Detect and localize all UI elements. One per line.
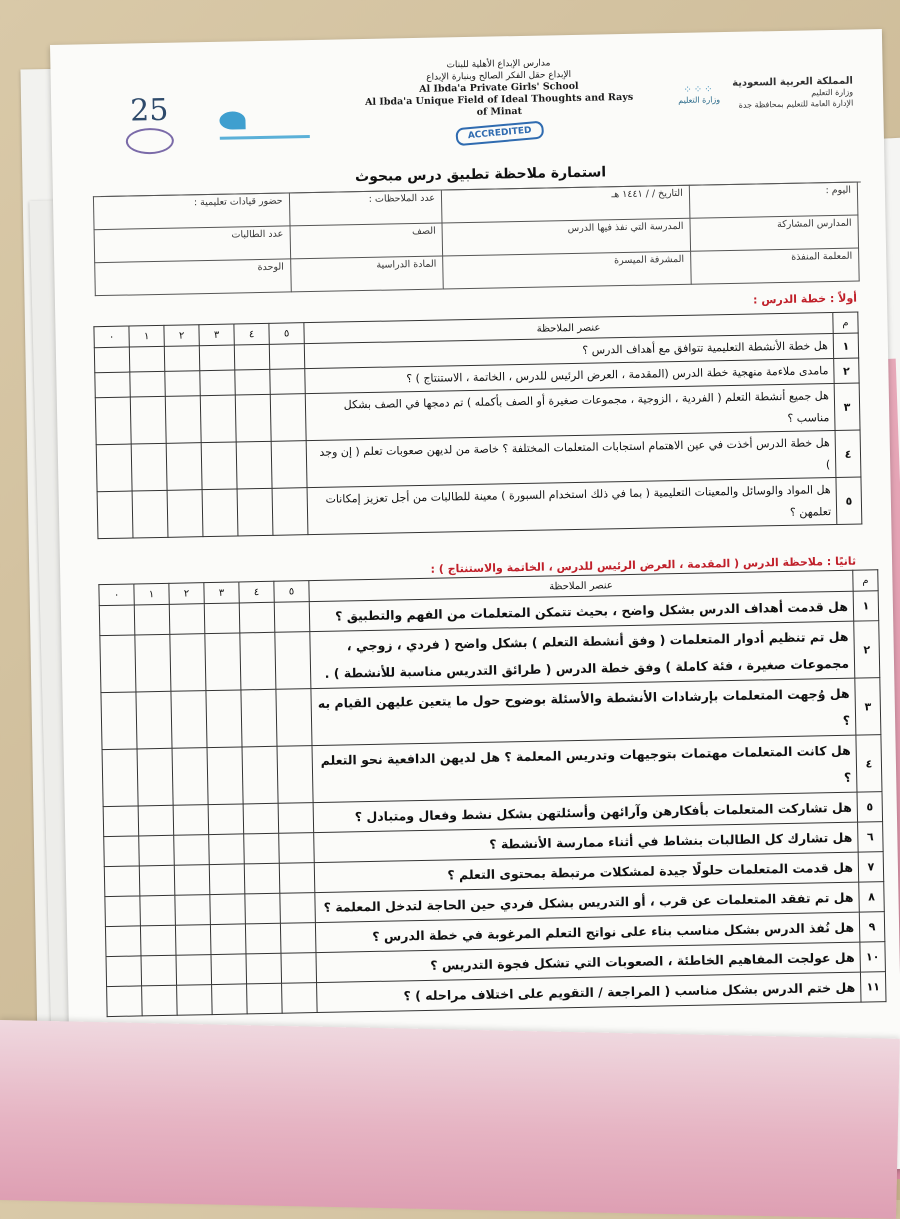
score-cell[interactable] — [202, 489, 238, 537]
score-cell[interactable] — [137, 748, 173, 806]
score-cell[interactable] — [200, 395, 236, 443]
table-row: ٢ مامدى ملاءمة منهجية خطة الدرس (المقدمة ، العرض الرئيس للدرس ، الخاتمة ، الاستنتاج ) ؟ — [95, 358, 859, 398]
score-cell[interactable] — [278, 803, 314, 834]
score-cell[interactable] — [176, 955, 212, 986]
table-row: ١١ هل ختم الدرس بشكل مناسب ( المراجعة / التقويم على اختلاف مراحله ) ؟ — [107, 972, 886, 1017]
score-cell[interactable] — [130, 396, 166, 444]
school-name-ar: مدارس الإبداع الأهلية للبنات — [446, 58, 551, 71]
kingdom-header: المملكة العربية السعودية وزارة التعليم الإدارة العامة للتعليم بمحافظة جدة — [732, 75, 854, 110]
score-cell[interactable] — [96, 444, 132, 492]
score-cell[interactable] — [99, 605, 135, 636]
score-cell[interactable] — [234, 344, 269, 370]
score-cell[interactable] — [167, 490, 203, 538]
pink-folder-front — [0, 1020, 900, 1219]
score-cell[interactable] — [276, 689, 312, 747]
score-cell[interactable] — [174, 865, 210, 896]
score-cell[interactable] — [207, 747, 243, 805]
score-cell[interactable] — [172, 748, 208, 806]
score-cell[interactable] — [240, 632, 276, 690]
table-row: ٥ هل تشاركت المتعلمات بأفكارهن وآرائهن وأسئلتهن بشكل نشط وفعال ومتبادل ؟ — [103, 792, 882, 837]
score-cell[interactable] — [242, 746, 278, 804]
score-cell[interactable] — [199, 345, 234, 371]
table-row: ٤ هل كانت المتعلمات مهتمات بتوجيهات وتدريس المعلمة ؟ هل لديهن الدافعية نحو التعلم ؟ — [102, 735, 882, 807]
score-cell[interactable] — [244, 833, 280, 864]
table-row: ١ هل قدمت أهداف الدرس بشكل واضح ، بحيث تتمكن المتعلمات من الفهم والتطبيق ؟ — [99, 591, 878, 636]
ministry-logo: ⁘⁘⁘ وزارة التعليم — [659, 84, 739, 106]
table-row: ١٠ هل عولجت المفاهيم الخاطئة ، الصعوبات التي تشكل فجوة التدريس ؟ — [106, 942, 885, 987]
score-cell[interactable] — [205, 633, 241, 691]
lesson-plan-table: م عنصر الملاحظة ٥ ٤ ٣ ٢ ١ ٠ ١ هل خطة الأنشطة التعليمية تتوافق مع أهداف الدرس ؟ ٢ مامدى ملاءمة منهجية خطة الدرس (المقدمة ، العرض الرئيس للدرس ، الخاتمة ، الاستنتاج ) ؟ ٣ هل جميع أنشطة التعلم ( الفردية ، الزوجية ، مجموعات صغيرة أو الصف بأكمله ) تم دمجها في الصف بشكل مناسب ؟ ٤ هل خطة الدرس أخذت في عين الاهتمام استجابات المتعلمات المختلفة ؟ خاصة من لديهن صعوبات تعلم ( إن وجد ) ٥ هل المواد والوسائل والمعينات التعليمية ( بما في ذلك استخدام السبورة ) معينة للطالبات من أجل تعزيز إمكانات تعلمهن ؟ — [93, 312, 862, 540]
partner-logo — [219, 110, 330, 152]
school-name-en: Al Ibda'a Private Girls' School — [419, 80, 579, 95]
participating-schools-field[interactable]: المدارس المشاركة — [690, 215, 859, 251]
score-cell[interactable] — [237, 488, 273, 536]
score-cell[interactable] — [173, 805, 209, 836]
score-cell[interactable] — [245, 923, 281, 954]
table-row: ٦ هل تشارك كل الطالبات بنشاط في أثناء ممارسة الأنشطة ؟ — [104, 822, 883, 867]
score-cell[interactable] — [170, 634, 206, 692]
score-cell[interactable] — [134, 604, 170, 635]
table-row: ٧ هل قدمت المتعلمات حلولًا جيدة لمشكلات مرتبطة بمحتوى التعلم ؟ — [104, 852, 883, 897]
score-cell[interactable] — [236, 441, 272, 489]
score-cell[interactable] — [95, 397, 131, 445]
anniversary-number: 25 — [129, 92, 169, 129]
score-cell[interactable] — [174, 835, 210, 866]
score-cell[interactable] — [131, 443, 167, 491]
score-cell[interactable] — [246, 953, 282, 984]
score-cell[interactable] — [140, 925, 176, 956]
score-cell[interactable] — [200, 370, 235, 396]
score-cell[interactable] — [94, 347, 129, 373]
score-cell[interactable] — [206, 690, 242, 748]
score-cell[interactable] — [102, 749, 138, 807]
score-cell[interactable] — [103, 806, 139, 837]
score-cell[interactable] — [277, 746, 313, 804]
accredited-stamp: ACCREDITED — [455, 121, 544, 147]
table-row: ٨ هل تم تفقد المتعلمات عن قرب ، أو التدريس بشكل فردي حين الحاجة لتدخل المعلمة ؟ — [105, 882, 884, 927]
anniversary-logo — [119, 93, 180, 164]
score-cell[interactable] — [139, 835, 175, 866]
score-cell[interactable] — [141, 955, 177, 986]
score-cell[interactable] — [177, 985, 213, 1016]
table-row: ٢ هل تم تنظيم أدوار المتعلمات ( وفق أنشطة التعلم ) بشكل واضح ( فردي ، زوجي ، مجموعات صغيرة ، فئة كاملة ) وفق خطة الدرس ( طرائق التدريس مناسبة للأنشطة ) . — [100, 621, 880, 693]
score-cell[interactable] — [272, 488, 308, 536]
score-cell[interactable] — [210, 924, 246, 955]
ministry-mark-icon: ⁘⁘⁘ — [683, 84, 715, 96]
score-cell[interactable] — [269, 344, 304, 370]
score-cell[interactable] — [212, 984, 248, 1015]
lesson-observation-table: م عنصر الملاحظة ٥ ٤ ٣ ٢ ١ ٠ ١ هل قدمت أهداف الدرس بشكل واضح ، بحيث تتمكن المتعلمات من الفهم والتطبيق ؟ ٢ هل تم تنظيم أدوار المتعلمات ( وفق أنشطة التعلم ) بشكل واضح ( فردي ، زوجي ، مجموعات صغيرة ، فئة كاملة ) وفق خطة الدرس ( طرائق التدريس مناسبة للأنشطة ) . ٣ هل وُجهت المتعلمات بإرشادات الأنشطة والأسئلة بوضوح حول ما يتعين عليهن القيام به ؟ ٤ هل كانت المتعلمات مهتمات بتوجيهات وتدريس المعلمة ؟ هل لديهن الدافعية نحو التعلم ؟ ٥ هل تشاركت المتعلمات بأفكارهن وآرائهن وأسئلتهن بشكل نشط وفعال ومتبادل ؟ ٦ هل تشارك كل الطالبات بنشاط في أثناء ممارسة الأنشطة ؟ ٧ هل قدمت المتعلمات حلولًا جيدة لمشكلات مرتبطة بمحتوى التعلم ؟ ٨ هل تم تفقد المتعلمات عن قرب ، أو التدريس بشكل فردي حين الحاجة لتدخل المعلمة ؟ ٩ هل نُفذ الدرس بشكل مناسب بناء على نواتج التعلم المرغوبة في خطة الدرس ؟ ١٠ هل عولجت المفاهيم الخاطئة ، الصعوبات التي تشكل فجوة التدريس ؟ ١١ هل ختم الدرس بشكل مناسب ( المراجعة / التقويم على اختلاف مراحله ) ؟ — [98, 569, 886, 1017]
score-cell[interactable] — [95, 372, 130, 398]
score-cell[interactable] — [208, 804, 244, 835]
score-cell[interactable] — [97, 491, 133, 539]
score-cell[interactable] — [239, 602, 275, 633]
score-cell[interactable] — [107, 986, 143, 1017]
leaders-attendance-field[interactable]: حضور قيادات تعليمية : — [93, 193, 289, 230]
score-cell[interactable] — [175, 925, 211, 956]
score-cell[interactable] — [166, 443, 202, 491]
form-title: استمارة ملاحظة تطبيق درس مبحوث — [354, 164, 607, 186]
date-field[interactable]: التاريخ / / ١٤٤١ هـ — [441, 185, 689, 223]
score-cell[interactable] — [271, 441, 307, 489]
score-cell[interactable] — [105, 926, 141, 957]
observations-count-field[interactable]: عدد الملاحظات : — [289, 190, 442, 226]
score-cell[interactable] — [235, 369, 270, 395]
score-cell[interactable] — [243, 803, 279, 834]
table-row: ٩ هل نُفذ الدرس بشكل مناسب بناء على نواتج التعلم المرغوبة في خطة الدرس ؟ — [105, 912, 884, 957]
table-row: ٣ هل وُجهت المتعلمات بإرشادات الأنشطة والأسئلة بوضوح حول ما يتعين عليهن القيام به ؟ — [101, 678, 881, 750]
score-cell[interactable] — [280, 923, 316, 954]
score-cell[interactable] — [275, 632, 311, 690]
score-cell[interactable] — [210, 894, 246, 925]
score-cell[interactable] — [244, 863, 280, 894]
students-count-field[interactable]: عدد الطالبات — [94, 226, 290, 263]
score-cell[interactable] — [136, 691, 172, 749]
table-row: ٤ هل خطة الدرس أخذت في عين الاهتمام استجابات المتعلمات المختلفة ؟ خاصة من لديهن صعوبات تعلم ( إن وجد ) — [96, 430, 861, 492]
score-cell[interactable] — [100, 635, 136, 693]
score-cell[interactable] — [104, 866, 140, 897]
score-cell[interactable] — [282, 983, 318, 1014]
form-header — [98, 51, 860, 197]
table-row: ١ هل خطة الأنشطة التعليمية تتوافق مع أهداف الدرس ؟ — [94, 333, 858, 373]
score-cell[interactable] — [142, 985, 178, 1016]
score-cell[interactable] — [165, 396, 201, 444]
score-cell[interactable] — [165, 371, 200, 397]
score-cell[interactable] — [140, 895, 176, 926]
section1-title: أولاً : خطة الدرس : — [752, 291, 858, 307]
score-cell[interactable] — [175, 895, 211, 926]
score-cell[interactable] — [135, 634, 171, 692]
score-cell[interactable] — [204, 603, 240, 634]
score-cell[interactable] — [171, 691, 207, 749]
table-row: ٥ هل المواد والوسائل والمعينات التعليمية ( بما في ذلك استخدام السبورة ) معينة للطالبات من أجل تعزيز إمكانات تعلمهن ؟ — [97, 477, 862, 539]
score-cell[interactable] — [132, 490, 168, 538]
teacher-field[interactable]: المعلمة المنفذة — [690, 248, 859, 284]
supervisor-field[interactable]: المشرفة الميسرة — [443, 251, 691, 289]
score-cell[interactable] — [279, 863, 315, 894]
score-cell[interactable] — [270, 369, 305, 395]
grade-field[interactable]: الصف — [290, 223, 443, 259]
school-motto-ar: الإبداع حقل الفكر الصالح وبنبارة الإبداع — [426, 70, 572, 83]
score-cell[interactable] — [101, 692, 137, 750]
score-cell[interactable] — [139, 865, 175, 896]
unit-field[interactable]: الوحدة — [95, 259, 291, 296]
score-cell[interactable] — [274, 602, 310, 633]
score-cell[interactable] — [280, 893, 316, 924]
observation-form-sheet — [50, 29, 900, 1185]
emblem-icon — [126, 128, 174, 155]
score-cell[interactable] — [245, 893, 281, 924]
table-row: ٣ هل جميع أنشطة التعلم ( الفردية ، الزوجية ، مجموعات صغيرة أو الصف بأكمله ) تم دمجها في الصف بشكل مناسب ؟ — [95, 383, 860, 445]
school-name-block — [358, 56, 640, 145]
score-cell[interactable] — [279, 833, 315, 864]
section2-title: ثانيًا : ملاحظة الدرس ( المقدمة ، العرض الرئيس للدرس ، الخاتمة والاستنتاج ) : — [430, 554, 857, 576]
day-field[interactable]: اليوم : — [689, 182, 858, 218]
score-cell[interactable] — [169, 604, 205, 635]
score-cell[interactable] — [281, 953, 317, 984]
score-cell[interactable] — [104, 836, 140, 867]
score-cell[interactable] — [209, 834, 245, 865]
score-cell[interactable] — [130, 371, 165, 397]
info-table — [93, 182, 860, 297]
score-cell[interactable] — [164, 346, 199, 372]
score-cell[interactable] — [241, 689, 277, 747]
score-cell[interactable] — [270, 394, 306, 442]
score-cell[interactable] — [129, 346, 164, 372]
subject-field[interactable]: المادة الدراسية — [290, 256, 443, 292]
score-cell[interactable] — [211, 954, 247, 985]
leaf-icon — [219, 111, 245, 129]
score-cell[interactable] — [105, 896, 141, 927]
score-cell[interactable] — [235, 394, 271, 442]
host-school-field[interactable]: المدرسة التي نفذ فيها الدرس — [442, 218, 690, 256]
score-cell[interactable] — [209, 864, 245, 895]
school-motto-en: Al Ibda'a Unique Field of Ideal Thoughts and Rays of Minat — [364, 91, 634, 118]
score-cell[interactable] — [201, 442, 237, 490]
score-cell[interactable] — [106, 956, 142, 987]
score-cell[interactable] — [138, 805, 174, 836]
score-cell[interactable] — [247, 983, 283, 1014]
